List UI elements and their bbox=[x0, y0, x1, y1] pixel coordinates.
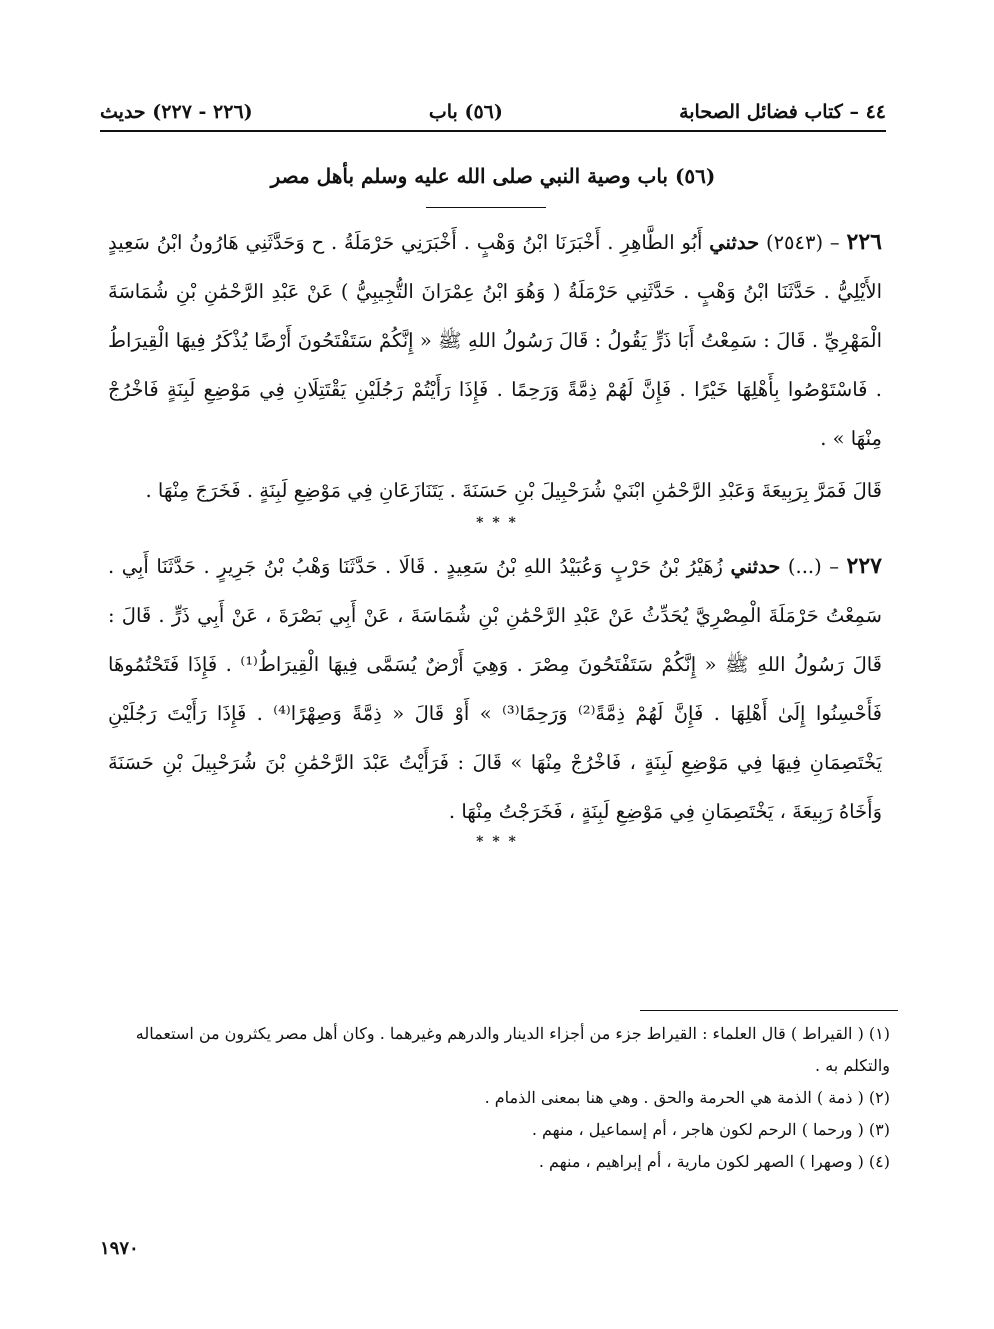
page-number: ١٩٧٠ bbox=[100, 1238, 139, 1259]
footnote: (٢) ( ذمة ) الذمة هي الحرمة والحق . وهي هنا بمعنى الذمام . bbox=[484, 1088, 890, 1107]
footnotes bbox=[100, 1018, 890, 1178]
hadith-text: زُهَيْرُ بْنُ حَرْبٍ وَعُبَيْدُ اللهِ بْنُ سَعِيدٍ . قَالَا . حَدَّثَنَا وَهْبُ بْنُ جَرِيرٍ . حَدَّثَنَا أَبِي . سَمِعْتُ حَرْمَلَةَ الْمِصْرِيَّ يُحَدِّثُ عَنْ عَبْدِ الرَّحْمَٰنِ بْنِ شُمَاسَةَ ، عَنْ أَبِي بَصْرَةَ ، عَنْ أَبِي ذَرٍّ . قَالَ : قَالَ رَسُولُ اللهِ ﷺ « إِنَّكُمْ سَتَفْتَحُونَ مِصْرَ . وَهِيَ أَرْضٌ يُسَمَّى فِيهَا الْقِيرَاطُ⁽¹⁾ . فَإِذَا فَتَحْتُمُوهَا فَأَحْسِنُوا إِلَىٰ أَهْلِهَا . فَإِنَّ لَهُمْ ذِمَّةً⁽²⁾ وَرَحِمًا⁽³⁾ » أَوْ قَالَ « ذِمَّةً وَصِهْرًا⁽⁴⁾ . فَإِذَا رَأَيْتَ رَجُلَيْنِ يَخْتَصِمَانِ فِيهَا فِي مَوْضِعِ لَبِنَةٍ ، فَاخْرُجْ مِنْهَا » قَالَ : فَرَأَيْتُ عَبْدَ الرَّحْمَٰنِ بْنَ شُرَحْبِيلَ بْنِ حَسَنَةَ وَأَخَاهُ رَبِيعَةَ ، يَخْتَصِمَانِ فِي مَوْضِعِ لَبِنَةٍ ، فَخَرَجْتُ مِنْهَا . bbox=[108, 555, 883, 823]
hadith-opening-word: حدثني bbox=[709, 231, 760, 254]
hadith-reference: – (٢٥٤٣) bbox=[765, 231, 840, 254]
chapter-title: (٥٦) باب وصية النبي صلى الله عليه وسلم بأهل مصر bbox=[270, 164, 716, 188]
hadith-reference: – (...) bbox=[787, 555, 839, 578]
hadith-227 bbox=[108, 542, 882, 836]
footnote: (٣) ( ورحما ) الرحم لكون هاجر ، أم إسماعيل ، منهم . bbox=[531, 1120, 890, 1139]
section-separator: * * * bbox=[476, 515, 518, 531]
header-rule bbox=[100, 130, 886, 132]
footnote: (٤) ( وصهرا ) الصهر لكون مارية ، أم إبراهيم ، منهم . bbox=[538, 1152, 890, 1171]
running-header bbox=[100, 92, 886, 132]
header-hadith-range: (٢٢٦ - ٢٢٧) حديث bbox=[100, 101, 253, 123]
hadith-number: ٢٢٦ bbox=[846, 229, 882, 255]
footnote-rule bbox=[640, 1010, 898, 1011]
header-chapter: (٥٦) باب bbox=[428, 101, 503, 123]
hadith-226 bbox=[108, 218, 882, 463]
hadith-number: ٢٢٧ bbox=[846, 553, 882, 579]
title-underline bbox=[426, 207, 546, 208]
hadith-226-note: قَالَ فَمَرَّ بِرَبِيعَةَ وَعَبْدِ الرَّحْمَٰنِ ابْنَيْ شُرَحْبِيلَ بْنِ حَسَنَةَ . يَتَنَازَعَانِ فِي مَوْضِعِ لَبِنَةٍ . فَخَرَجَ مِنْهَا . bbox=[145, 479, 882, 502]
footnote: (١) ( القيراط ) قال العلماء : القيراط جزء من أجزاء الدينار والدرهم وغيرهما . وكان أهل مصر يكثرون من استعماله والتكلم به . bbox=[135, 1024, 890, 1075]
hadith-text: أَبُو الطَّاهِرِ . أَخْبَرَنَا ابْنُ وَهْبٍ . أَخْبَرَنِي حَرْمَلَةُ . ح وَحَدَّثَنِي هَارُونُ ابْنُ سَعِيدٍ الأَيْلِيُّ . حَدَّثَنَا ابْنُ وَهْبٍ . حَدَّثَنِي حَرْمَلَةُ ( وَهُوَ ابْنُ عِمْرَانَ التُّجِيبِيُّ ) عَنْ عَبْدِ الرَّحْمَٰنِ بْنِ شُمَاسَةَ الْمَهْرِيِّ . قَالَ : سَمِعْتُ أَبَا ذَرٍّ يَقُولُ : قَالَ رَسُولُ اللهِ ﷺ « إِنَّكُمْ سَتَفْتَحُونَ أَرْضًا يُذْكَرُ فِيهَا الْقِيرَاطُ . فَاسْتَوْصُوا بِأَهْلِهَا خَيْرًا . فَإِنَّ لَهُمْ ذِمَّةً وَرَحِمًا . فَإِذَا رَأَيْتُمْ رَجُلَيْنِ يَقْتَتِلَانِ فِي مَوْضِعِ لَبِنَةٍ فَاخْرُجْ مِنْهَا » . bbox=[108, 231, 882, 450]
hadith-opening-word: حدثني bbox=[730, 555, 781, 578]
header-book-title: ٤٤ – كتاب فضائل الصحابة bbox=[679, 101, 886, 123]
end-separator: * * * bbox=[476, 834, 518, 850]
